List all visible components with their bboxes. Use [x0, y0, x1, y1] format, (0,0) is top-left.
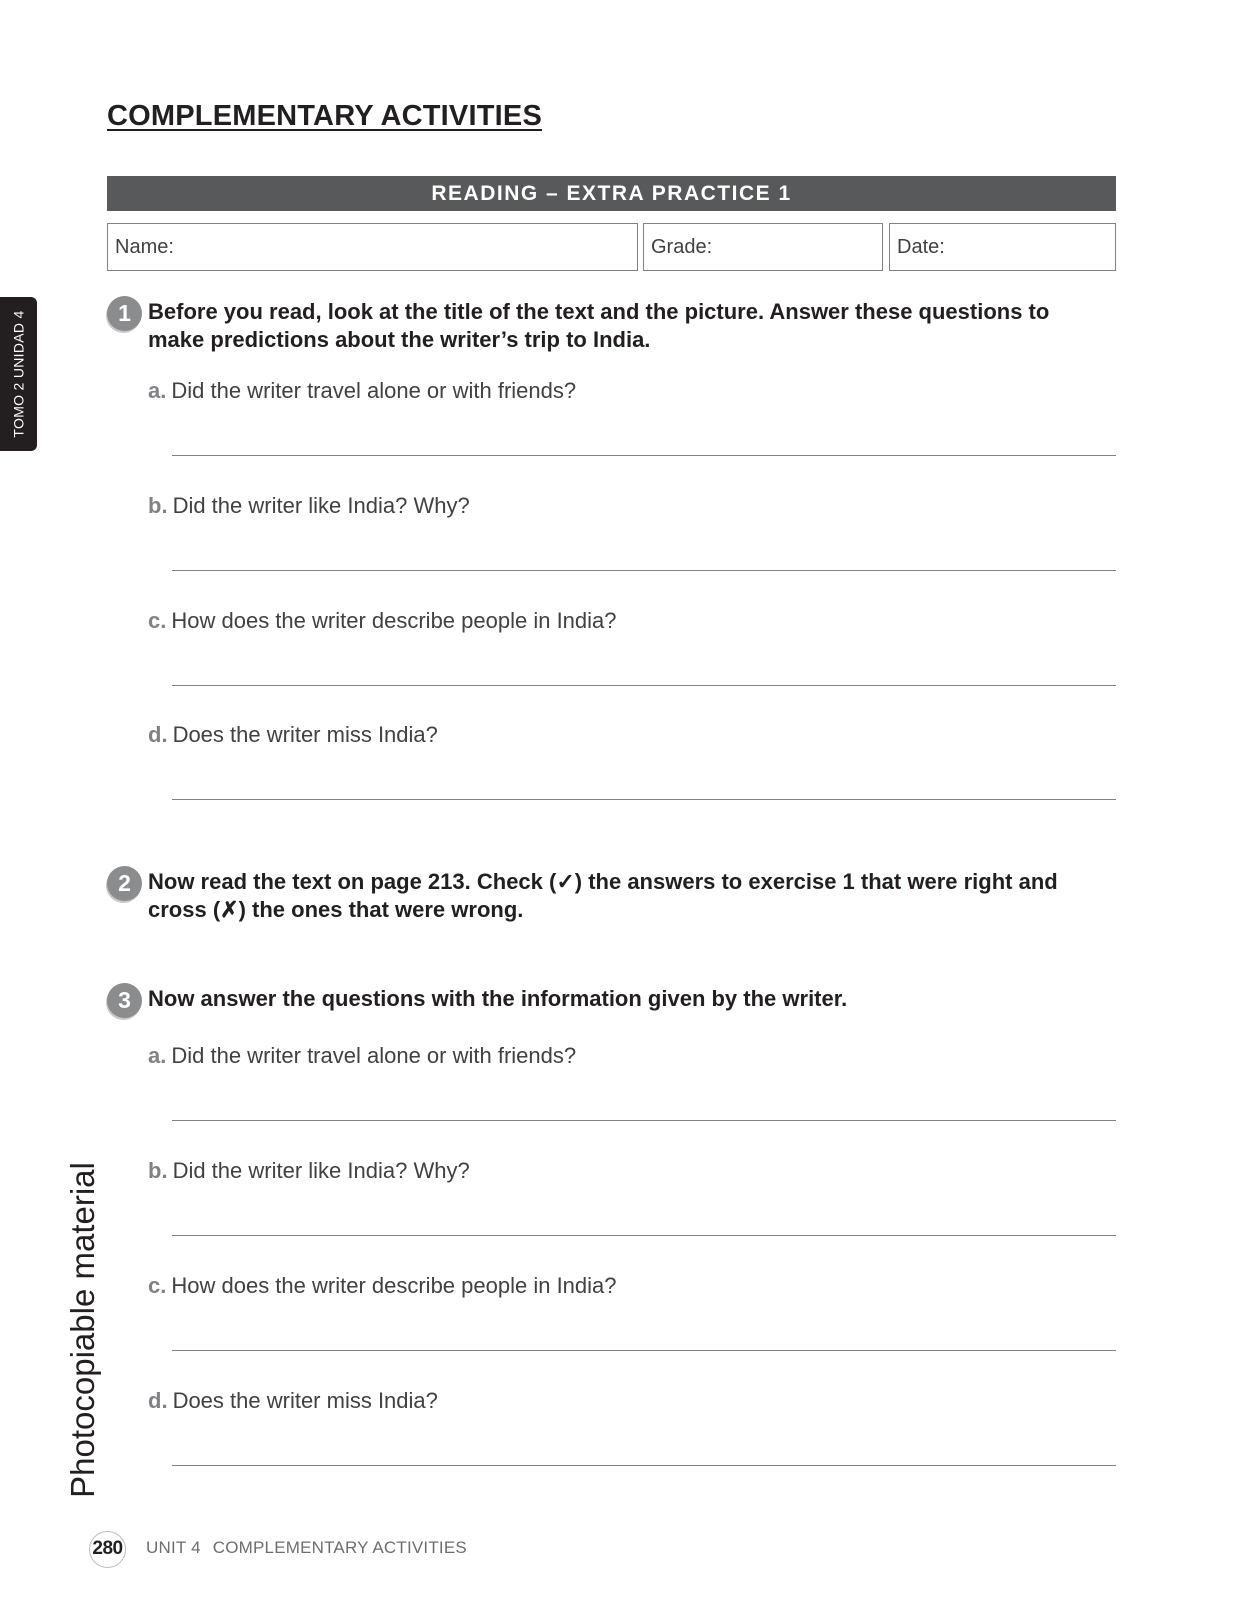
answer-line-1d[interactable] [172, 799, 1116, 800]
answer-line-3d[interactable] [172, 1465, 1116, 1466]
exercise-1-instruction: Before you read, look at the title of the text and the picture. Answer these questions to make predictions about the writer’s trip to India. [148, 299, 1050, 352]
answer-line-1c[interactable] [172, 685, 1116, 686]
question-letter: d. [148, 1388, 168, 1413]
question-letter: a. [148, 1043, 167, 1068]
date-field[interactable]: Date: [889, 223, 1116, 271]
question-letter: b. [148, 1158, 168, 1183]
photocopiable-text: Photocopiable material [64, 1162, 101, 1498]
question-text: Did the writer like India? Why? [172, 1158, 470, 1183]
answer-line-3b[interactable] [172, 1235, 1116, 1236]
page-title: COMPLEMENTARY ACTIVITIES [107, 100, 542, 132]
exercise-1-question-c [148, 608, 617, 634]
answer-line-3c[interactable] [172, 1350, 1116, 1351]
exercise-1-question-b [148, 493, 470, 519]
exercise-1-number: 1 [107, 296, 142, 331]
exercise-2-number: 2 [107, 866, 142, 901]
question-text: Did the writer like India? Why? [172, 493, 470, 518]
side-tab [0, 297, 37, 451]
question-text: How does the writer describe people in India? [171, 608, 617, 633]
exercise-3-question-d [148, 1388, 438, 1414]
name-field[interactable]: Name: [107, 223, 638, 271]
exercise-3-question-b [148, 1158, 470, 1184]
exercise-3-instruction: Now answer the questions with the information given by the writer. [148, 986, 848, 1011]
exercise-2-instruction: Now read the text on page 213. Check (✓) the answers to exercise 1 that were right and cross (✗) the ones that were wrong. [148, 869, 1058, 922]
question-letter: b. [148, 493, 168, 518]
question-text: Did the writer travel alone or with friends? [171, 1043, 577, 1068]
question-letter: c. [148, 608, 167, 633]
exercise-3-question-a [148, 1043, 576, 1069]
answer-line-1a[interactable] [172, 455, 1116, 456]
footer-text [146, 1538, 467, 1558]
exercise-1-question-d [148, 722, 438, 748]
question-text: Does the writer miss India? [172, 722, 438, 747]
question-letter: d. [148, 722, 168, 747]
side-tab-label: TOMO 2 UNIDAD 4 [10, 310, 27, 438]
answer-line-1b[interactable] [172, 570, 1116, 571]
question-text: Did the writer travel alone or with friends? [171, 378, 577, 403]
exercise-1-question-a [148, 378, 576, 404]
exercise-3-number: 3 [107, 983, 142, 1018]
question-letter: c. [148, 1273, 167, 1298]
grade-field[interactable]: Grade: [643, 223, 883, 271]
page-number: 280 [89, 1531, 126, 1568]
footer-section: COMPLEMENTARY ACTIVITIES [212, 1538, 467, 1557]
section-banner: READING – EXTRA PRACTICE 1 [107, 176, 1116, 211]
question-letter: a. [148, 378, 167, 403]
exercise-3-question-c [148, 1273, 617, 1299]
footer-unit: UNIT 4 [146, 1538, 201, 1557]
question-text: How does the writer describe people in India? [171, 1273, 617, 1298]
question-text: Does the writer miss India? [172, 1388, 438, 1413]
answer-line-3a[interactable] [172, 1120, 1116, 1121]
